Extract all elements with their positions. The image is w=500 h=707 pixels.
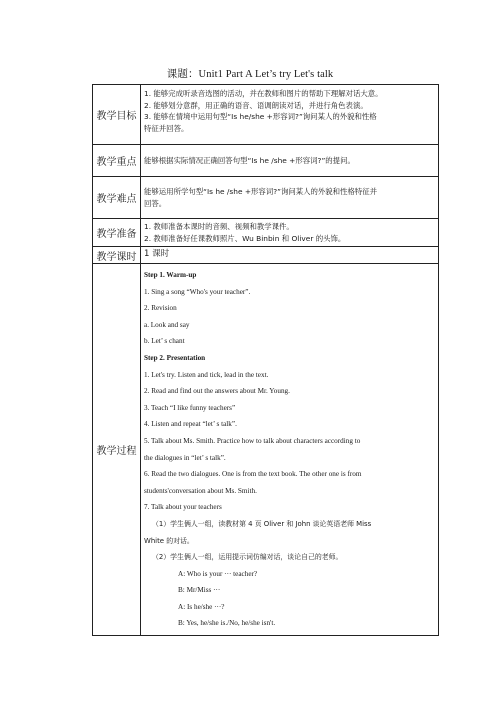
process-line: 2. Read and find out the answers about Mr. Young. bbox=[144, 387, 290, 396]
lesson-title: 课题：Unit1 Part A Let’s try Let's talk bbox=[166, 69, 334, 80]
key-point-text: 能够根据实际情况正确回答句型“Is he /she +形容词?”的提问。 bbox=[144, 155, 355, 165]
dialogue-line: B: Mr/Miss ··· bbox=[178, 586, 221, 595]
difficulties-content bbox=[141, 177, 439, 219]
periods-row bbox=[93, 247, 439, 264]
difficulty-line: 能够运用所学句型“Is he /she +形容词?”询问某人的外貌和性格特征并 bbox=[144, 186, 378, 196]
objectives-row bbox=[93, 85, 439, 145]
dialogue-line: A: Who is your ··· teacher? bbox=[178, 569, 258, 578]
process-line: （2）学生俩人一组，运用提示词仿编对话，谈论自己的老师。 bbox=[152, 553, 343, 562]
row-label-difficulties: 教学难点 bbox=[93, 177, 141, 219]
process-line: 1. Sing a song “Who's your teacher”. bbox=[144, 287, 251, 296]
preparation-content bbox=[141, 219, 439, 247]
process-line: 5. Talk about Ms. Smith. Practice how to talk about characters according to bbox=[144, 436, 361, 445]
process-line: 6. Read the two dialogues. One is from the text book. The other one is from bbox=[144, 470, 362, 479]
process-line: a. Look and say bbox=[144, 320, 190, 329]
step-heading: Step 2. Presentation bbox=[144, 353, 206, 362]
key-points-content bbox=[141, 145, 439, 177]
process-line: 3. Teach “I like funny teachers” bbox=[144, 403, 236, 412]
dialogue-line: A: Is he/she ···? bbox=[178, 602, 225, 611]
objective-line: 3. 能够在情境中运用句型“Is he/she +形容词?”询问某人的外貌和性格 bbox=[144, 112, 377, 122]
preparation-line: 2. 教师准备好任课教师照片、Wu Binbin 和 Oliver 的头饰。 bbox=[144, 233, 346, 243]
row-label-process: 教学过程 bbox=[93, 264, 141, 636]
objective-line: 1. 能够完成听录音选图的活动，并在教师和图片的帮助下理解对话大意。 bbox=[144, 89, 383, 98]
process-line: the dialogues in “let’ s talk”. bbox=[144, 453, 226, 462]
row-label-preparation: 教学准备 bbox=[93, 219, 141, 247]
process-line: 1. Let's try. Listen and tick, lead in the text. bbox=[144, 370, 269, 379]
row-label-key-points: 教学重点 bbox=[93, 145, 141, 177]
process-row bbox=[93, 264, 439, 636]
process-line: 7. Talk about your teachers bbox=[144, 503, 222, 512]
objectives-content bbox=[141, 85, 439, 145]
objective-line: 2. 能够划分意群，用正确的语音、语调朗读对话，并进行角色表演。 bbox=[144, 100, 368, 110]
key-points-row bbox=[93, 145, 439, 177]
process-line: White 的对话。 bbox=[144, 536, 194, 545]
process-content bbox=[141, 264, 439, 636]
difficulty-line: 回答。 bbox=[144, 198, 167, 208]
dialogue-line: B: Yes, he/she is./No, he/she isn't. bbox=[178, 619, 276, 628]
preparation-row bbox=[93, 219, 439, 247]
preparation-line: 1. 教师准备本课时的音频、视频和教学课件。 bbox=[144, 221, 294, 231]
objective-line: 特征并回答。 bbox=[144, 123, 189, 133]
step-heading: Step 1. Warm-up bbox=[144, 271, 197, 279]
process-line: 2. Revision bbox=[144, 304, 177, 313]
lesson-plan-table bbox=[92, 84, 439, 636]
periods-content bbox=[141, 247, 439, 264]
process-line: 4. Listen and repeat “let’ s talk”. bbox=[144, 420, 237, 429]
difficulties-row bbox=[93, 177, 439, 219]
process-line: b. Let’ s chant bbox=[144, 337, 185, 346]
row-label-periods: 教学课时 bbox=[93, 247, 141, 264]
process-line: （1）学生俩人一组，读教材第 4 页 Oliver 和 John 谈论英语老师 Miss bbox=[152, 519, 372, 528]
process-line: students'conversation about Ms. Smith. bbox=[144, 486, 257, 495]
periods-text: 1 课时 bbox=[144, 249, 170, 260]
row-label-objectives: 教学目标 bbox=[93, 85, 141, 145]
